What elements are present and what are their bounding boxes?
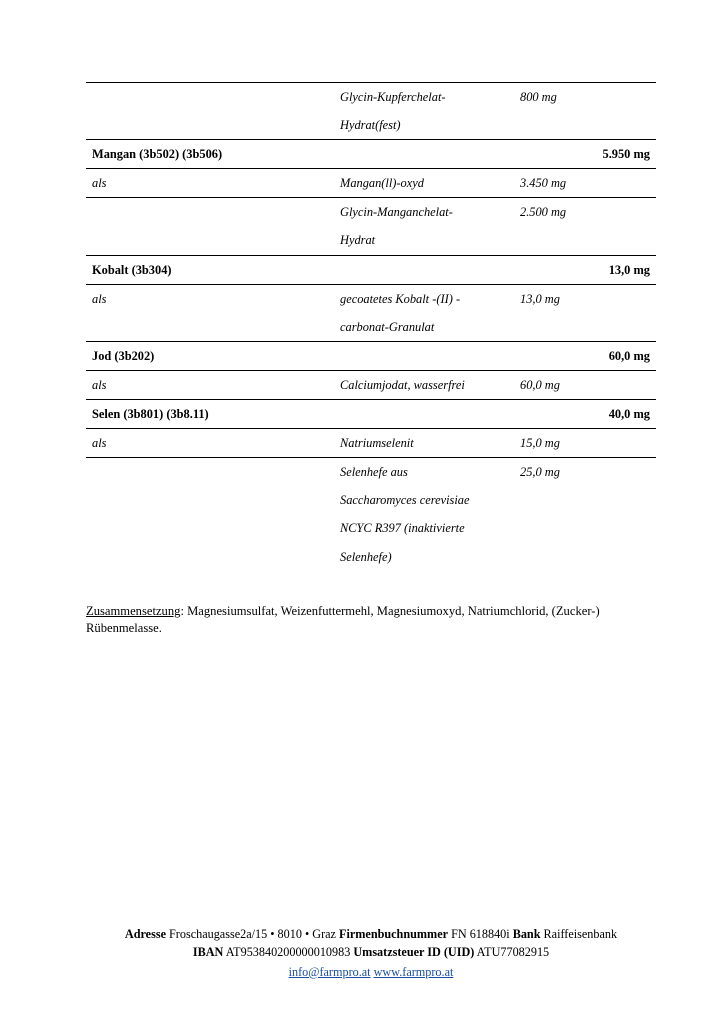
table-row	[86, 284, 656, 313]
footer-address-value: Froschaugasse2a/15 • 8010 • Graz	[165, 927, 340, 941]
row-label: Jod (3b202)	[86, 341, 334, 370]
row-substance: Hydrat	[340, 233, 376, 248]
row-amount	[514, 486, 656, 514]
row-substance	[334, 255, 514, 284]
row-label	[86, 514, 334, 542]
table-row	[86, 169, 656, 198]
row-label	[86, 198, 334, 227]
table-row	[86, 198, 656, 227]
email-link[interactable]: info@farmpro.at	[288, 964, 371, 979]
table-row	[86, 313, 656, 342]
table-row	[86, 543, 656, 571]
table-row-header	[86, 140, 656, 169]
row-label	[86, 111, 334, 140]
footer-iban-label: IBAN	[192, 945, 224, 960]
table-row-header	[86, 255, 656, 284]
footer-address-label: Adresse	[124, 927, 166, 941]
composition-label: Zusammensetzung	[86, 603, 181, 618]
row-substance: Hydrat(fest)	[340, 118, 401, 133]
row-label	[86, 83, 334, 112]
table-row-header	[86, 341, 656, 370]
row-amount: 13,0 mg	[514, 284, 656, 313]
row-substance: Calciumjodat, wasserfrei	[334, 370, 514, 399]
row-label: als	[86, 370, 334, 399]
row-amount	[514, 111, 656, 140]
row-label: Mangan (3b502) (3b506)	[86, 140, 334, 169]
row-label	[86, 313, 334, 342]
row-substance: Glycin-Kupferchelat-	[334, 83, 514, 112]
row-amount	[514, 313, 656, 342]
composition-table	[86, 82, 656, 571]
table-row	[86, 83, 656, 112]
footer-vat-value: ATU77082915	[474, 945, 550, 960]
table-row	[86, 486, 656, 514]
footer-bank-value: Raiffeisenbank	[540, 927, 618, 941]
row-label: als	[86, 429, 334, 458]
row-amount: 60,0 mg	[514, 370, 656, 399]
table-row	[86, 429, 656, 458]
row-substance: Selenhefe aus	[334, 458, 514, 487]
row-substance: Glycin-Manganchelat-	[334, 198, 514, 227]
row-substance: NCYC R397 (inaktivierte	[340, 521, 465, 536]
composition-table-body	[86, 83, 656, 571]
row-amount: 2.500 mg	[514, 198, 656, 227]
row-amount: 40,0 mg	[514, 400, 656, 429]
footer-vat-label: Umsatzsteuer ID (UID)	[353, 945, 475, 960]
row-amount: 15,0 mg	[514, 429, 656, 458]
row-amount: 800 mg	[514, 83, 656, 112]
table-row	[86, 514, 656, 542]
row-amount: 3.450 mg	[514, 169, 656, 198]
row-substance: gecoatetes Kobalt -(II) -	[334, 284, 514, 313]
row-label: Kobalt (3b304)	[86, 255, 334, 284]
row-label	[86, 486, 334, 514]
row-substance	[334, 140, 514, 169]
table-row	[86, 226, 656, 255]
table-row-header	[86, 400, 656, 429]
footer-company-label: Firmenbuchnummer	[339, 927, 449, 941]
row-substance: carbonat-Granulat	[340, 319, 435, 334]
row-label: als	[86, 169, 334, 198]
row-label: Selen (3b801) (3b8.11)	[86, 400, 334, 429]
row-label	[86, 458, 334, 487]
page-footer	[86, 925, 656, 981]
row-label	[86, 226, 334, 255]
row-amount	[514, 226, 656, 255]
composition-text: : Magnesiumsulfat, Weizenfuttermehl, Magnesiumoxyd, Natriumchlorid, (Zucker-) Rübenmelasse.	[86, 603, 600, 636]
row-substance	[334, 400, 514, 429]
row-amount: 5.950 mg	[514, 140, 656, 169]
row-amount: 13,0 mg	[514, 255, 656, 284]
table-row	[86, 111, 656, 140]
page-content	[86, 82, 656, 651]
footer-iban-value: AT953840200000010983	[223, 945, 354, 960]
row-substance	[334, 341, 514, 370]
composition-paragraph	[86, 603, 642, 639]
row-amount	[514, 543, 656, 571]
row-label	[86, 543, 334, 571]
table-row	[86, 458, 656, 487]
row-amount	[514, 514, 656, 542]
footer-line-contact	[86, 963, 656, 981]
row-substance: Mangan(ll)-oxyd	[334, 169, 514, 198]
website-link[interactable]: www.farmpro.at	[373, 964, 454, 979]
footer-line-address	[86, 925, 656, 943]
row-substance: Selenhefe)	[340, 549, 392, 564]
row-substance: Natriumselenit	[334, 429, 514, 458]
footer-line-iban	[86, 943, 656, 961]
row-amount: 60,0 mg	[514, 341, 656, 370]
row-label: als	[86, 284, 334, 313]
row-amount: 25,0 mg	[514, 458, 656, 487]
footer-bank-label: Bank	[512, 927, 541, 941]
row-substance: Saccharomyces cerevisiae	[340, 493, 470, 508]
table-row	[86, 370, 656, 399]
footer-company-value: FN 618840i	[448, 927, 513, 941]
